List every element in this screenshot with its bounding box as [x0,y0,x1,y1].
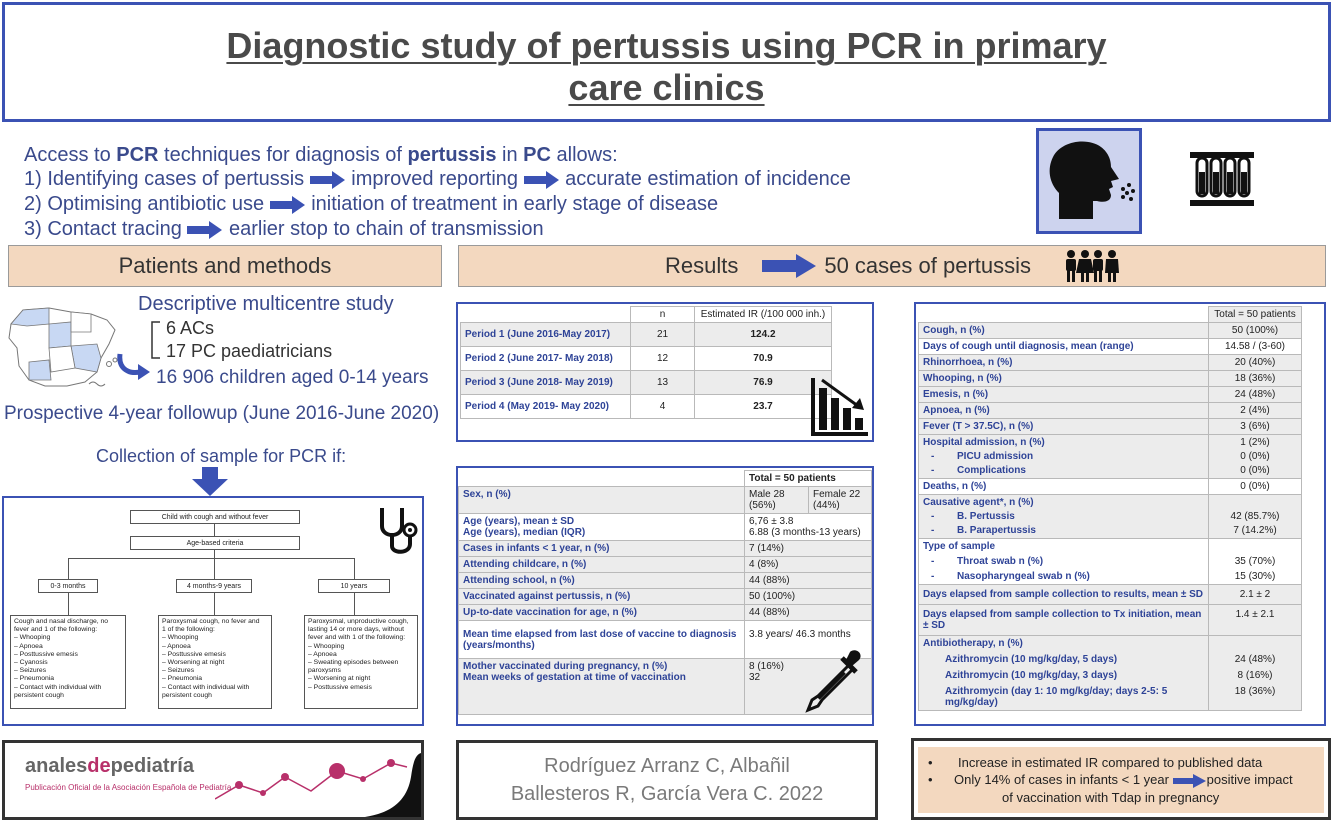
conclusion-item-1: • Increase in estimated IR compared to published data [928,755,1263,770]
title-box [2,2,1331,122]
table-row: Days elapsed from sample collection to Tx initiation, mean ± SD 1.4 ± 2.1 [919,605,1302,636]
pipette-icon [804,648,864,714]
declining-bar-chart-icon [810,376,870,438]
table-row: Period 3 (June 2018- May 2019) 13 76.9 [461,371,832,395]
table-row: Days elapsed from sample collection to results, mean ± SD 2.1 ± 2 [919,585,1302,605]
conclusion-list [918,747,1324,813]
methods-banner: Patients and methods [8,245,442,287]
family-icon [1063,249,1119,283]
intro-line-2: 2) Optimising antibiotic use initiation of treatment in early stage of disease [24,193,719,215]
intro-line-3: 3) Contact tracing earlier stop to chain of transmission [24,218,544,240]
table-row: Attending school, n (%) 44 (88%) [459,573,872,589]
title-line-2: care clinics [568,67,765,108]
table-row: Emesis, n (%) 24 (48%) [919,387,1302,403]
journal-logo-subtitle: Publicación Oficial de la Asociación Española de Pediatría [25,783,232,792]
table-row: Apnoea, n (%) 2 (4%) [919,403,1302,419]
arrow-right-icon [187,220,223,240]
journal-logo-graphic-icon [215,747,421,817]
arrow-down-icon [190,467,230,497]
table-row: Period 2 (June 2017- May 2018) 12 70.9 [461,347,832,371]
table-row: Antibiotherapy, n (%) Azithromycin (10 mg/kg/day, 5 days) Azithromycin (10 mg/kg/day, 3 days) Azithromycin (day 1: 10 mg/kg/day; days 2-5: 5 mg/kg/day) 24 (48%) 8 (16%) 18 (36%) [919,636,1302,711]
results-banner: Results 50 cases of pertussis [458,245,1326,287]
table-row: Vaccinated against pertussis, n (%) 50 (100%) [459,589,872,605]
arrow-right-icon [762,253,818,279]
table-row: Type of sample - Throat swab n (%) - Nasopharyngeal swab n (%) 35 (70%) 15 (30%) [919,539,1302,585]
page-title [5,25,1328,109]
table-row: Causative agent*, n (%) - B. Pertussis - B. Parapertussis 42 (85.7%) 7 (14.2%) [919,495,1302,539]
test-tubes-icon [1188,148,1256,210]
clinical-header: Total = 50 patients [1209,307,1302,323]
intro-line-1: 1) Identifying cases of pertussis improved reporting accurate estimation of incidence [24,168,851,190]
table-row: Sex, n (%) Male 28 (56%) Female 22 (44%) [459,487,872,514]
spain-map-icon [5,302,123,394]
periods-panel [456,302,874,442]
table-row: Days of cough until diagnosis, mean (range) 14.58 / (3-60) [919,339,1302,355]
table-row: Period 1 (June 2016-May 2017) 21 124.2 [461,323,832,347]
table-row: Age (years), mean ± SD Age (years), median (IQR) 6,76 ± 3.8 6.88 (3 months-13 years) [459,514,872,541]
demographics-header: Total = 50 patients [745,471,872,487]
arrow-right-icon [310,170,346,190]
table-row: Mean time elapsed from last dose of vaccine to diagnosis (years/months) 3.8 years/ 46.3 months [459,621,872,659]
journal-logo-text: analesdepediatría [25,755,194,777]
coughing-face-box [1036,128,1142,234]
table-row: Rhinorrhoea, n (%) 20 (40%) [919,355,1302,371]
authors-line-2: Ballesteros R, García Vera C. 2022 [510,783,824,805]
table-row: Deaths, n (%) 0 (0%) [919,479,1302,495]
methods-collection: Collection of sample for PCR if: [96,446,347,466]
stethoscope-icon [376,504,418,556]
authors-box [456,740,878,820]
title-line-1: Diagnostic study of pertussis using PCR in primary [226,25,1107,66]
curved-arrow-icon [116,350,152,380]
table-row: Up-to-date vaccination for age, n (%) 44 (88%) [459,605,872,621]
methods-children: 16 906 children aged 0-14 years [156,367,429,388]
journal-logo-box [2,740,424,820]
methods-acs: 6 ACs [166,318,215,338]
table-row: Attending childcare, n (%) 4 (8%) [459,557,872,573]
authors-line-1: Rodríguez Arranz C, Albañil [544,755,790,777]
intro-line-0: Access to PCR techniques for diagnosis of pertussis in PC allows: [24,144,618,166]
table-row: Mother vaccinated during pregnancy, n (%) Mean weeks of gestation at time of vaccination 8 (16%) 32 [459,659,872,715]
flowchart-group-2-label: 10 years [318,579,390,593]
conclusion-item-2: • Only 14% of cases in infants < 1 year positive impact [928,772,1293,787]
arrow-right-icon [1173,773,1207,789]
conclusion-item-3: of vaccination with Tdap in pregnancy [1002,789,1220,805]
conclusion-box [911,738,1331,820]
periods-table: n Estimated IR (/100 000 inh.) Period 1 (June 2016-May 2017) 21 124.2 Period 2 (June 2017- May 2018) 12 70.9 Period 3 (June 2018- May 2019) 13 76.9 Period 4 (May 2019- May 2020) 4 23.7 [460,306,832,419]
flowchart-group-0-text: Cough and nasal discharge, no fever and 1 of the following: – Whooping – Apnoea – Posttussive emesis – Cyanosis – Seizures – Pneumonia – Contact with individual with persistent cough [10,615,126,709]
table-row: Cough, n (%) 50 (100%) [919,323,1302,339]
arrow-right-icon [524,170,560,190]
arrow-right-icon [270,195,306,215]
table-row: Fever (T > 37.5C), n (%) 3 (6%) [919,419,1302,435]
flowchart-criteria-box: Age-based criteria [130,536,300,550]
table-row: Hospital admission, n (%) - PICU admission - Complications 1 (2%) 0 (0%) 0 (0%) [919,435,1302,479]
flowchart-panel [2,496,424,726]
flowchart-top-box: Child with cough and without fever [130,510,300,524]
clinical-table [918,306,1302,711]
table-row: Cases in infants < 1 year, n (%) 7 (14%) [459,541,872,557]
table-row: Period 4 (May 2019- May 2020) 4 23.7 [461,395,832,419]
flowchart-group-1-label: 4 months-9 years [176,579,252,593]
flowchart-group-2-text: Paroxysmal, unproductive cough, lasting 14 or more days, without fever and with 1 of the following: – Whooping – Apnoea – Sweating episodes between paroxysms – Worsening at night – Posttussive emesis [304,615,418,709]
flowchart-group-1-text: Paroxysmal cough, no fever and 1 of the following: – Whooping – Apnoea – Posttussive emesis – Worsening at night – Seizures – Pneumonia – Contact with individual with persistent cough [158,615,272,709]
demographics-panel [456,466,874,726]
methods-followup: Prospective 4-year followup (June 2016-June 2020) [4,403,440,424]
flowchart-group-0-label: 0-3 months [38,579,98,593]
methods-pcp: 17 PC paediatricians [166,341,333,361]
table-row: Whooping, n (%) 18 (36%) [919,371,1302,387]
clinical-panel [914,302,1326,726]
methods-study: Descriptive multicentre study [138,293,394,315]
coughing-face-icon [1039,131,1139,231]
